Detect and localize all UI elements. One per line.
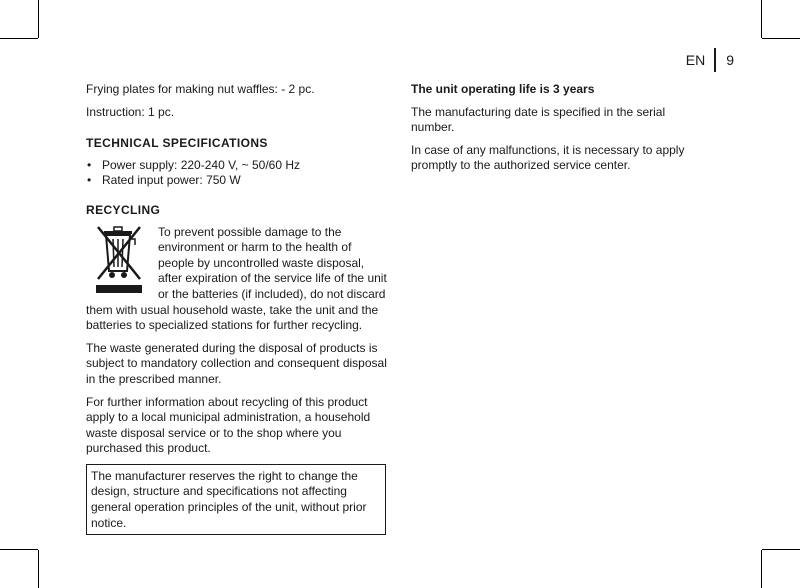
malfunction-text: In case of any malfunctions, it is necessary to apply promptly to the authorized service center.	[411, 142, 685, 173]
tech-spec-item: • Rated input power: 750 W	[86, 173, 388, 189]
recycling-block	[86, 225, 388, 334]
recycling-info-text: For further information about recycling of this product apply to a local municipal administration, a household waste disposal service or to the shop where you purchased this product.	[86, 394, 371, 456]
crop-mark-top-left-horizontal	[0, 38, 38, 39]
crop-mark-bottom-right-vertical	[761, 550, 762, 588]
language-code: EN	[685, 52, 706, 68]
crop-mark-top-right-horizontal	[762, 38, 800, 39]
left-column	[86, 82, 388, 535]
package-item-instruction: Instruction: 1 pc.	[86, 104, 175, 119]
header-separator	[714, 48, 716, 72]
crop-mark-bottom-left-vertical	[38, 550, 39, 588]
manufacturing-date-text: The manufacturing date is specified in the serial number.	[411, 104, 666, 135]
manufacturer-notice-box	[86, 464, 386, 535]
crop-mark-top-right-vertical	[761, 0, 762, 38]
manufacturer-notice-text: The manufacturer reserves the right to change the design, structure and specifications not affecting general operation principles of the unit, without prior notice.	[91, 468, 367, 530]
tech-specs-heading: TECHNICAL SPECIFICATIONS	[86, 136, 268, 151]
right-column	[411, 82, 703, 181]
tech-spec-item: • Power supply: 220-240 V, ~ 50/60 Hz	[86, 158, 388, 174]
crop-mark-bottom-right-horizontal	[762, 549, 800, 550]
recycling-heading: RECYCLING	[86, 202, 161, 217]
crop-mark-bottom-left-horizontal	[0, 549, 38, 550]
tech-specs-list	[86, 158, 388, 189]
recycling-text: To prevent possible damage to the environment or harm to the health of people by uncontrolled waste disposal, after expiration of the service life of the unit or the batteries (if included), do not discard them with usual household waste, take the unit and the batteries to specialized stations for further recycling.	[86, 224, 387, 333]
operating-life-heading: The unit operating life is 3 years	[411, 82, 595, 96]
waste-text: The waste generated during the disposal of products is subject to mandatory collection and consequent disposal in the prescribed manner.	[86, 340, 387, 386]
package-item-plates: Frying plates for making nut waffles: - 2 pc.	[86, 82, 315, 96]
page-number: 9	[726, 52, 734, 68]
page-header	[686, 48, 734, 72]
crossed-out-wheelie-bin-icon	[94, 225, 144, 295]
crop-mark-top-left-vertical	[38, 0, 39, 38]
